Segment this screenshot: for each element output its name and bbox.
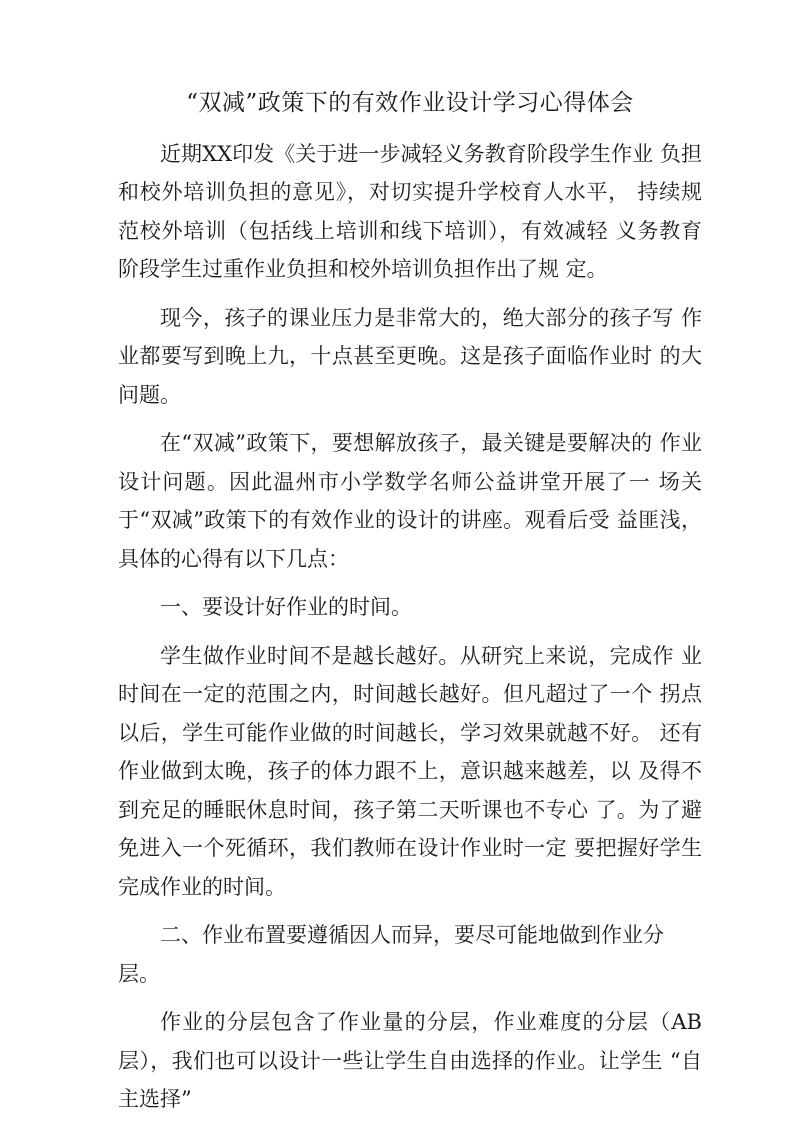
section-heading-time: 一、要设计好作业的时间。 [160,595,412,619]
document-title: “双减”政策下的有效作业设计学习心得体会 [186,90,634,116]
paragraph-policy-lecture: 在“双减”政策下，要想解放孩子，最关键是要解决的 作业设计问题。因此温州市小学数学名师公益讲堂开展了一 场关于“双减”政策下的有效作业的设计的讲座。观看后受 益匪浅，具体的心得有以下几点： [118,431,702,571]
paragraph-homework-time: 学生做作业时间不是越长越好。从研究上来说，完成作 业时间在一定的范围之内，时间越长越好。但凡超过了一个 拐点以后，学生可能作业做的时间越长，学习效果就越不好。 还有作业做到太晚，孩子的体力跟不上，意识越来越差，以 及得不到充足的睡眠休息时间，孩子第二天听课也不专心 了。为了避免进入一个死循环，我们教师在设计作业时一定 要把握好学生完成作业的时间。 [118,643,702,899]
section-heading-layering: 二、作业布置要遵循因人而异，要尽可能地做到作业分层。 [118,923,664,986]
paragraph-intro: 近期XX印发《关于进一步减轻义务教育阶段学生作业 负担和校外培训负担的意见》，对切实提升学校育人水平， 持续规范校外培训（包括线上培训和线下培训），有效减轻 义务教育阶段学生过重作业负担和校外培训负担作出了规 定。 [118,141,702,281]
document-page [118,86,702,1119]
paragraph-pressure: 现今，孩子的课业压力是非常大的，绝大部分的孩子写 作业都要写到晚上九，十点甚至更晚。这是孩子面临作业时 的大问题。 [118,305,702,407]
paragraph-layering: 作业的分层包含了作业量的分层，作业难度的分层（AB 层），我们也可以设计一些让学生自由选择的作业。让学生 “自主选择” [118,1010,702,1111]
